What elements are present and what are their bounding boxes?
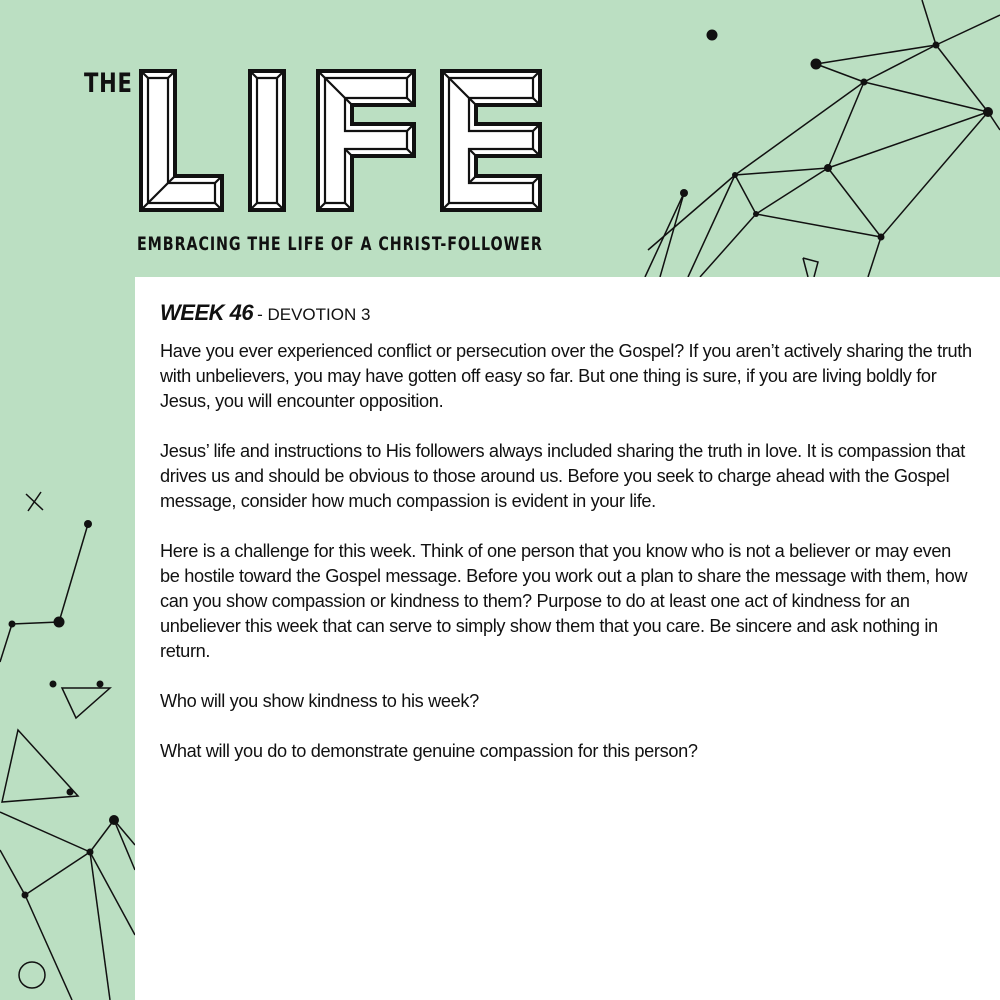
devotion-body [160,339,975,789]
question-2: What will you do to demonstrate genuine compassion for this person? [160,741,698,761]
tagline: EMBRACING THE LIFE OF A CHRIST-FOLLOWER [137,233,543,255]
question-1: Who will you show kindness to his week? [160,691,479,711]
paragraph-1: Have you ever experienced conflict or persecution over the Gospel? If you aren’t actively sharing the truth with unbelievers, you may have gotten off easy so far. But one thing is sure, if you are living boldly for Jesus, you will encounter opposition. [160,341,972,411]
logo-life [138,68,543,213]
devotion-label: - DEVOTION 3 [257,305,371,324]
week-label: WEEK 46 [160,300,254,325]
devotion-heading [160,300,370,326]
logo-the: THE [84,68,133,99]
paragraph-2: Jesus’ life and instructions to His followers always included sharing the truth in love. It is compassion that drives us and should be obvious to those around us. Before you seek to charge ahead with the Gospel message, consider how much compassion is evident in your life. [160,441,965,511]
paragraph-3: Here is a challenge for this week. Think of one person that you know who is not a believer or may even be hostile toward the Gospel message. Before you work out a plan to share the message with them, how can you show compassion or kindness to them? Purpose to do at least one act of kindness for an unbeliever this week that can serve to simply show them that you care. Be sincere and ask nothing in return. [160,541,968,661]
